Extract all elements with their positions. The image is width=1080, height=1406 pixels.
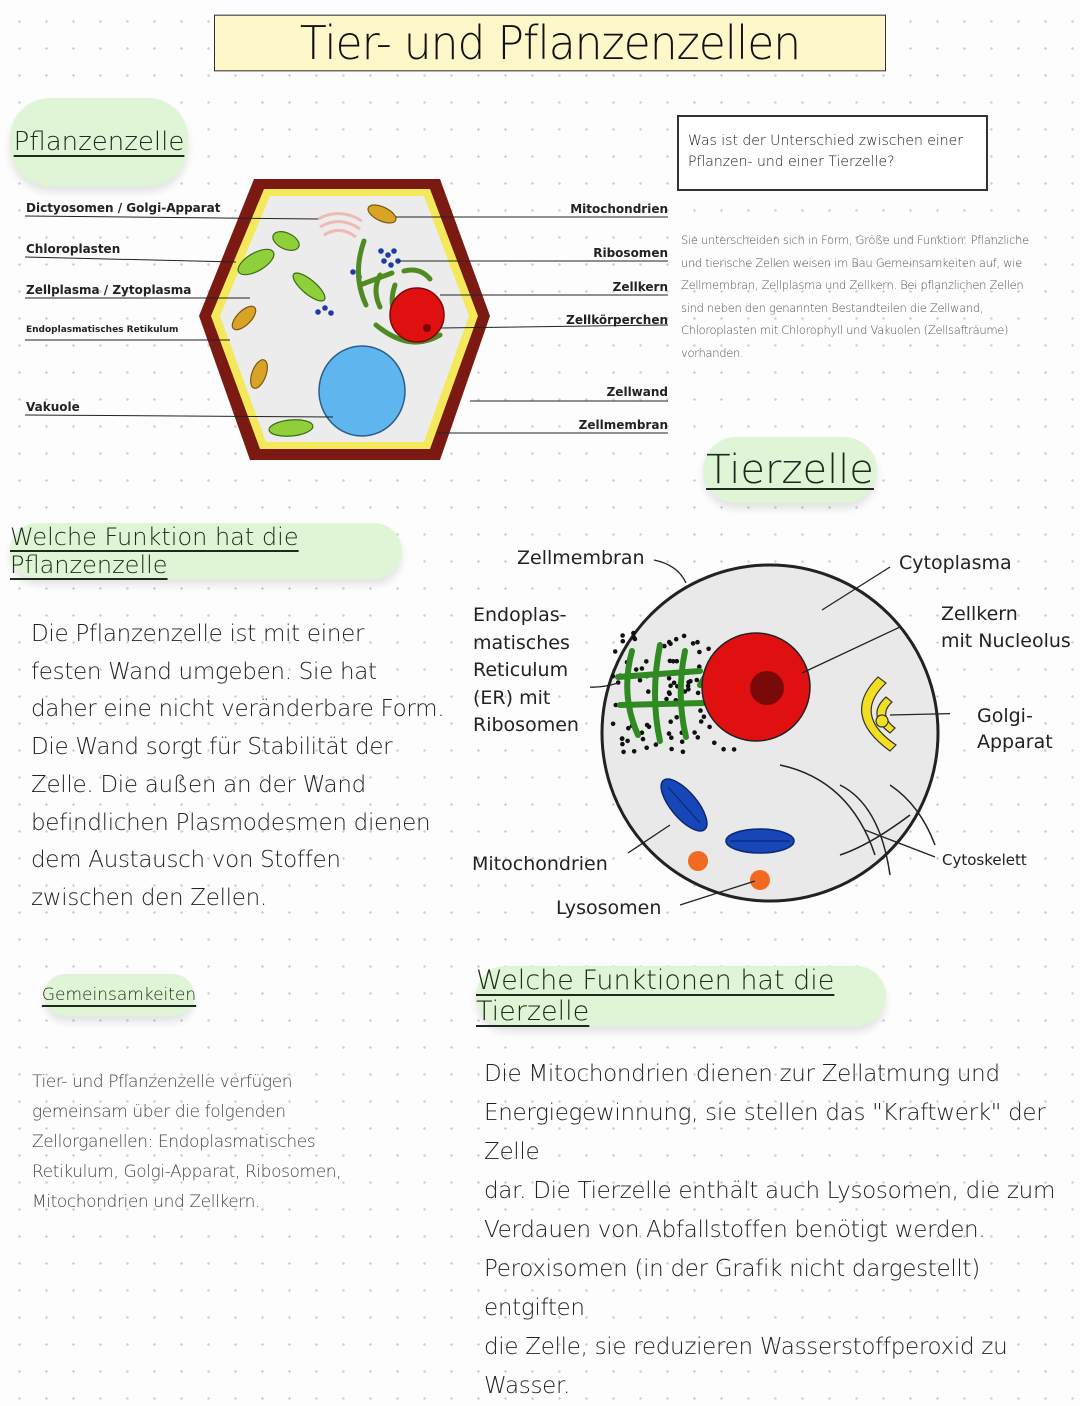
ribosome-dot xyxy=(644,746,649,751)
ribosome-dot xyxy=(654,742,659,747)
ribosome-dot xyxy=(706,647,711,652)
animal-cell-diagram xyxy=(590,555,950,925)
label-cell-membrane: Zellmembran xyxy=(578,418,668,432)
label-animal-cytoskeleton: Cytoskelett xyxy=(942,851,1027,869)
ribosome-dot xyxy=(626,726,631,731)
ribosome-dot xyxy=(667,676,672,681)
ribosome-dot xyxy=(688,679,693,684)
ribosome-dot xyxy=(674,637,679,642)
ribosome-dot xyxy=(696,691,701,696)
ribosome-dot xyxy=(667,640,672,645)
ribosome-dot xyxy=(645,723,650,728)
ribosome-dot xyxy=(698,708,703,713)
text-line: dem Austausch von Stoffen xyxy=(31,847,341,874)
ribosome-dot xyxy=(668,719,673,724)
text-line: befindlichen Plasmodesmen dienen xyxy=(31,809,431,836)
label-animal-er xyxy=(473,602,579,740)
ribosome-dot xyxy=(632,749,637,754)
label-cytoplasm: Zellplasma / Zytoplasma xyxy=(26,283,192,297)
ribosome-dot xyxy=(695,678,700,683)
text-line: festen Wand umgeben. Sie hat xyxy=(31,658,377,685)
ribosome-dot xyxy=(631,631,636,636)
ribosome-dot xyxy=(621,639,626,644)
commonalities-heading xyxy=(41,974,197,1016)
ribosome-dot xyxy=(620,633,625,638)
ribosome-dot xyxy=(621,750,626,755)
ribosome-dot xyxy=(644,659,649,664)
ribosome-dot xyxy=(611,722,616,727)
ribosome-dot xyxy=(646,689,651,694)
ribosome-dot xyxy=(712,741,717,746)
ribosome-dot xyxy=(613,649,618,654)
cell-nucleus xyxy=(390,288,444,342)
ribosome-dot xyxy=(695,640,700,645)
text-line: Tier- und Pflanzenzelle verfügen xyxy=(32,1072,293,1092)
text-line: Die Mitochondrien dienen zur Zellatmung und xyxy=(484,1061,1000,1087)
text-line: Peroxisomen (in der Grafik nicht dargestellt) entgiften xyxy=(484,1256,980,1321)
label-animal-lysosomes: Lysosomen xyxy=(556,897,662,919)
ribosome-dot xyxy=(682,634,687,639)
lysosome xyxy=(750,870,770,890)
plant-function-text xyxy=(31,616,451,918)
question-box: Was ist der Unterschied zwischen einer Pflanzen- und einer Tierzelle? xyxy=(677,115,988,191)
label-line: Golgi- xyxy=(977,705,1033,727)
ribosome-dot xyxy=(616,680,621,685)
text-line: Zellorganellen: Endoplasmatisches xyxy=(32,1132,316,1152)
plant-function-heading xyxy=(10,523,402,579)
label-line: Endoplas- xyxy=(473,604,567,626)
label-line: (ER) mit xyxy=(473,686,551,709)
label-golgi: Dictyosomen / Golgi-Apparat xyxy=(26,201,221,215)
label-mitochondria: Mitochondrien xyxy=(570,202,668,216)
lysosome xyxy=(688,851,708,871)
ribosome xyxy=(388,262,394,268)
text-line: Die Wand sorgt für Stabilität der xyxy=(31,734,393,761)
text-line: Verdauen von Abfallstoffen benötigt werden. xyxy=(484,1217,986,1243)
ribosome xyxy=(381,258,387,264)
commonalities-text xyxy=(32,1067,362,1217)
vacuole xyxy=(319,346,405,436)
commonalities-heading-text: Gemeinsamkeiten xyxy=(41,985,197,1005)
ribosome-dot xyxy=(664,697,669,702)
ribosome-dot xyxy=(702,714,707,719)
ribosome xyxy=(391,248,397,254)
label-cell-wall: Zellwand xyxy=(606,385,668,399)
ribosome-dot xyxy=(669,735,674,740)
label-er: Endoplasmatisches Retikulum xyxy=(26,325,179,335)
ribosome-dot xyxy=(732,747,737,752)
ribosome-dot xyxy=(691,641,696,646)
text-line: daher eine nicht veränderbare Form. xyxy=(31,696,445,723)
ribosome-dot xyxy=(697,650,702,655)
label-line: mit Nucleolus xyxy=(941,630,1071,652)
ribosome xyxy=(378,248,384,254)
text-line: Mitochondrien und Zellkern. xyxy=(32,1192,260,1212)
ribosome-dot xyxy=(667,690,672,695)
text-line: Zelle. Die außen an der Wand xyxy=(31,771,366,798)
text-line: zwischen den Zellen. xyxy=(31,884,267,911)
ribosome-dot xyxy=(620,736,625,741)
ribosome-dot xyxy=(686,687,691,692)
animal-function-heading xyxy=(476,966,886,1026)
ribosome-dot xyxy=(632,635,637,640)
label-line: Zellkern xyxy=(941,603,1018,625)
ribosome-dot xyxy=(671,659,676,664)
plant-function-heading-text: Welche Funktion hat die Pflanzenzelle xyxy=(10,523,299,579)
question-answer: Sie unterscheiden sich in Form, Größe und Funktion. Pflanzliche und tierische Zellen weisen im Bau Gemeinsamkeiten auf, wie Zellmembran, Zellplasma und Zellkern. Bei pflanzlichen Zellen sind neben den genannten Bestandteilen die Zellwand, Chloroplasten mit Chlorophyll und Vakuolen (Zellsafträume) vorhanden. xyxy=(681,233,1029,360)
label-animal-golgi xyxy=(977,703,1053,755)
plant-cell-heading-text: Pflanzenzelle xyxy=(13,127,185,157)
ribosome-dot xyxy=(707,725,712,730)
ribosome xyxy=(350,269,356,275)
text-line: Energiegewinnung, sie stellen das "Kraftwerk" der Zelle xyxy=(484,1100,1046,1165)
label-animal-membrane: Zellmembran xyxy=(517,547,645,569)
plant-cell-heading xyxy=(10,98,188,186)
ribosome xyxy=(322,305,328,311)
text-line: gemeinsam über die folgenden xyxy=(32,1102,286,1122)
ribosome-dot xyxy=(667,731,672,736)
animal-nucleolus xyxy=(750,671,784,705)
ribosome-dot xyxy=(638,678,643,683)
animal-cell-heading-text: Tierzelle xyxy=(706,447,874,493)
ribosome-dot xyxy=(620,742,625,747)
nucleolus xyxy=(423,324,431,332)
label-ribosomes: Ribosomen xyxy=(593,246,668,260)
ribosome-dot xyxy=(721,747,726,752)
animal-function-heading-text: Welche Funktionen hat die Tierzelle xyxy=(476,965,835,1027)
text-line: Wasser. xyxy=(484,1373,571,1399)
ribosome-dot xyxy=(641,737,646,742)
label-nucleolus-bodies: Zellkörperchen xyxy=(566,313,668,327)
ribosome-dot xyxy=(674,715,679,720)
text-line: dar. Die Tierzelle enthält auch Lysosomen, die zum xyxy=(484,1178,1056,1204)
label-line: Apparat xyxy=(977,731,1053,753)
page-title: Tier- und Pflanzenzellen xyxy=(214,15,886,72)
ribosome xyxy=(328,310,334,316)
label-line: Ribosomen xyxy=(473,714,579,736)
ribosome-dot xyxy=(640,666,645,671)
ribosome-dot xyxy=(672,681,677,686)
ribosome-dot xyxy=(611,674,616,679)
label-line: Reticulum xyxy=(473,659,569,681)
ribosome-dot xyxy=(692,730,697,735)
label-line: matisches xyxy=(473,631,570,654)
text-line: Retikulum, Golgi-Apparat, Ribosomen, xyxy=(32,1162,342,1182)
label-chloroplasts: Chloroplasten xyxy=(26,242,121,256)
ribosome-dot xyxy=(680,739,685,744)
ribosome xyxy=(315,309,321,315)
label-animal-nucleus xyxy=(941,601,1071,655)
label-nucleus: Zellkern xyxy=(612,280,668,294)
animal-function-text xyxy=(484,1055,1064,1406)
ribosome-dot xyxy=(625,739,630,744)
ribosome-dot xyxy=(681,750,686,755)
text-line: Die Pflanzenzelle ist mit einer xyxy=(31,621,365,647)
label-animal-cytoplasm: Cytoplasma xyxy=(899,552,1012,574)
ribosome-dot xyxy=(634,667,639,672)
ribosome-dot xyxy=(669,747,674,752)
animal-cell-heading xyxy=(703,437,877,503)
label-vacuole: Vakuole xyxy=(26,400,80,414)
ribosome-dot xyxy=(699,719,704,724)
ribosome xyxy=(385,252,391,258)
ribosome-dot xyxy=(696,735,701,740)
text-line: die Zelle, sie reduzieren Wasserstoffperoxid zu xyxy=(484,1334,1008,1360)
label-animal-mitochondria: Mitochondrien xyxy=(472,853,608,875)
